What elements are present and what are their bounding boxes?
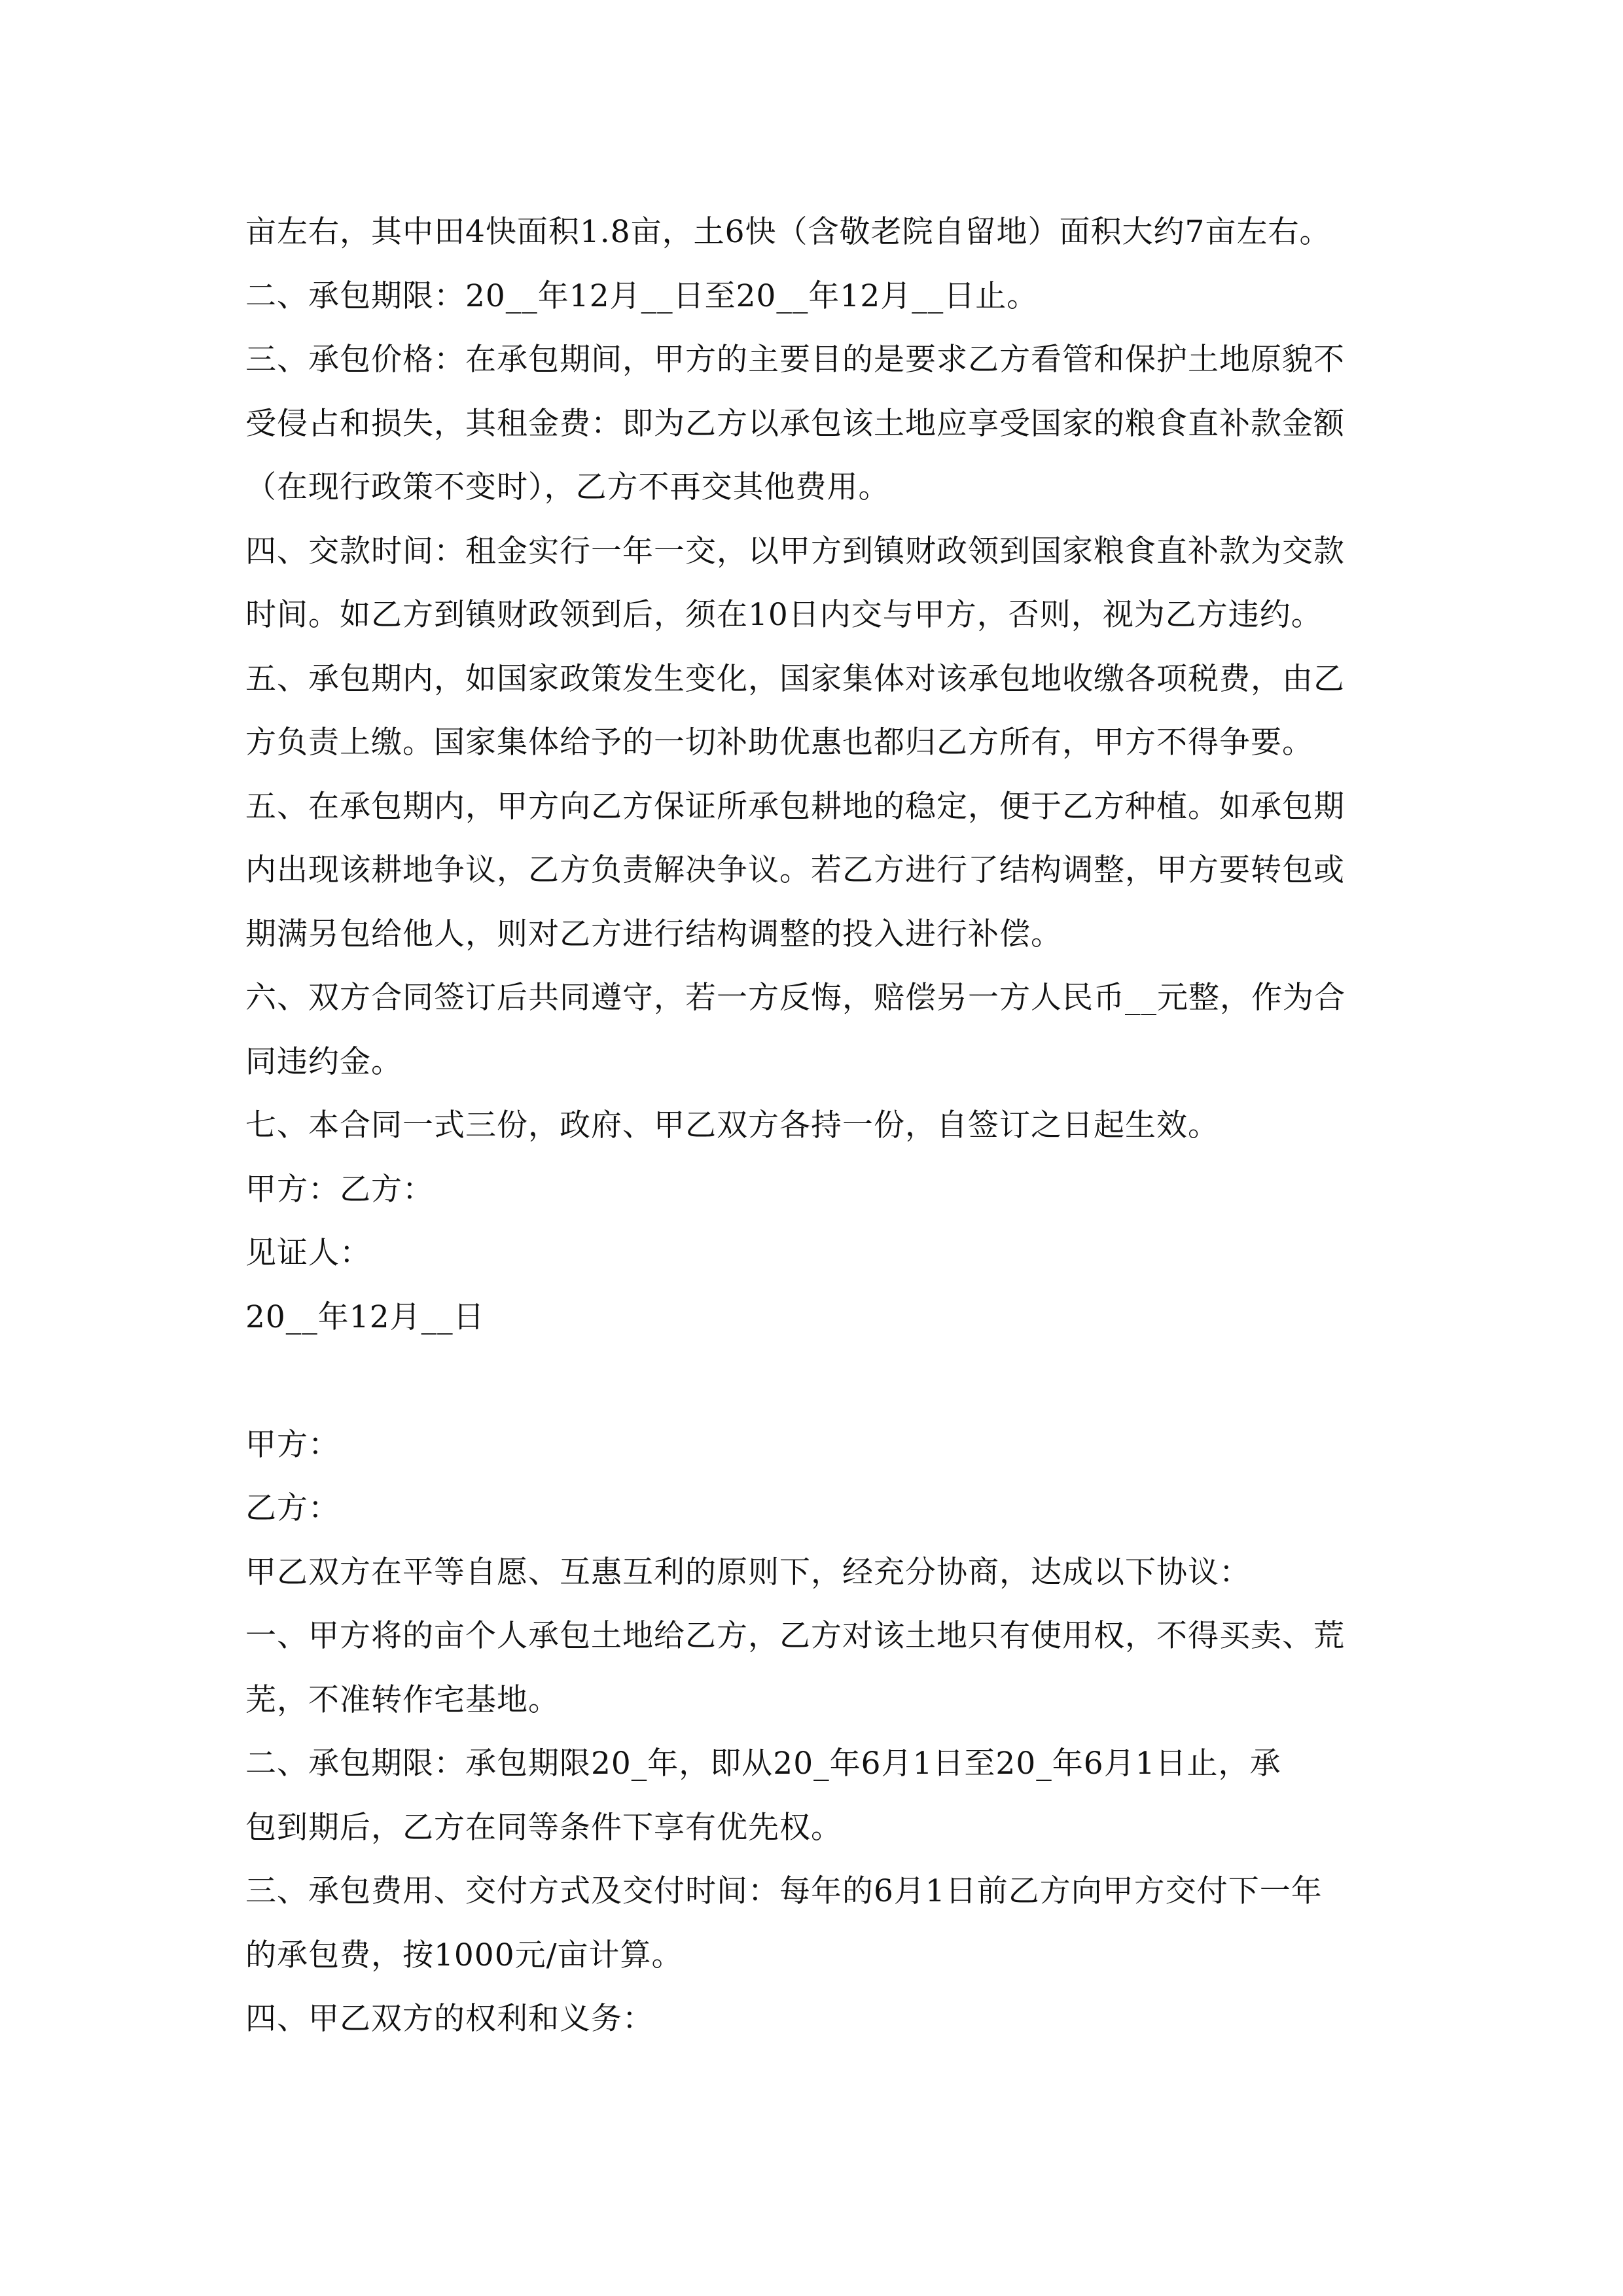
paragraph-line: 四、甲乙双方的权利和义务：	[245, 2001, 654, 2037]
witness-line: 见证人：	[245, 1235, 371, 1271]
paragraph-line: 时间。如乙方到镇财政领到后，须在10日内交与甲方，否则，视为乙方违约。	[245, 597, 1323, 633]
paragraph-line: 甲乙双方在平等自愿、互惠互利的原则下，经充分协商，达成以下协议：	[245, 1554, 1251, 1590]
paragraph-line: 内出现该耕地争议，乙方负责解决争议。若乙方进行了结构调整，甲方要转包或	[245, 852, 1345, 888]
paragraph-line: （在现行政策不变时），乙方不再交其他费用。	[245, 469, 890, 505]
paragraph-line: 受侵占和损失，其租金费：即为乙方以承包该土地应享受国家的粮食直补款金额	[245, 405, 1345, 442]
paragraph-line: 包到期后，乙方在同等条件下享有优先权。	[245, 1809, 842, 1846]
signature-party-line: 甲方：乙方：	[245, 1171, 434, 1208]
paragraph-line: 方负责上缴。国家集体给予的一切补助优惠也都归乙方所有，甲方不得争要。	[245, 725, 1313, 761]
paragraph-line: 芜，不准转作宅基地。	[245, 1681, 560, 1718]
paragraph-line: 三、承包价格：在承包期间，甲方的主要目的是要求乙方看管和保护土地原貌不	[245, 342, 1345, 378]
paragraph-line: 六、双方合同签订后共同遵守，若一方反悔，赔偿另一方人民币__元整，作为合	[245, 980, 1346, 1016]
party-b-line: 乙方：	[245, 1490, 340, 1526]
paragraph-line: 四、交款时间：租金实行一年一交，以甲方到镇财政领到国家粮食直补款为交款	[245, 533, 1345, 569]
date-line: 20__年12月__日	[245, 1299, 485, 1335]
paragraph-line: 二、承包期限：20__年12月__日至20__年12月__日止。	[245, 278, 1039, 314]
paragraph-line: 一、甲方将的亩个人承包土地给乙方，乙方对该土地只有使用权，不得买卖、荒	[245, 1618, 1345, 1654]
party-a-line: 甲方：	[245, 1426, 340, 1463]
paragraph-line: 五、承包期内，如国家政策发生变化，国家集体对该承包地收缴各项税费，由乙	[245, 660, 1345, 697]
paragraph-line: 同违约金。	[245, 1043, 402, 1080]
paragraph-line: 三、承包费用、交付方式及交付时间：每年的6月1日前乙方向甲方交付下一年	[245, 1873, 1323, 1909]
paragraph-line: 的承包费，按1000元/亩计算。	[245, 1937, 683, 1973]
paragraph-line: 亩左右，其中田4快面积1.8亩，土6快（含敬老院自留地）面积大约7亩左右。	[245, 214, 1331, 250]
paragraph-line: 五、在承包期内，甲方向乙方保证所承包耕地的稳定，便于乙方种植。如承包期	[245, 788, 1345, 825]
paragraph-line: 二、承包期限：承包期限20_年，即从20_年6月1日至20_年6月1日止，承	[245, 1746, 1281, 1782]
paragraph-line: 七、本合同一式三份，政府、甲乙双方各持一份，自签订之日起生效。	[245, 1107, 1219, 1143]
blank-line	[245, 1349, 1384, 1413]
paragraph-line: 期满另包给他人，则对乙方进行结构调整的投入进行补偿。	[245, 916, 1062, 952]
document-body	[245, 200, 1384, 2051]
